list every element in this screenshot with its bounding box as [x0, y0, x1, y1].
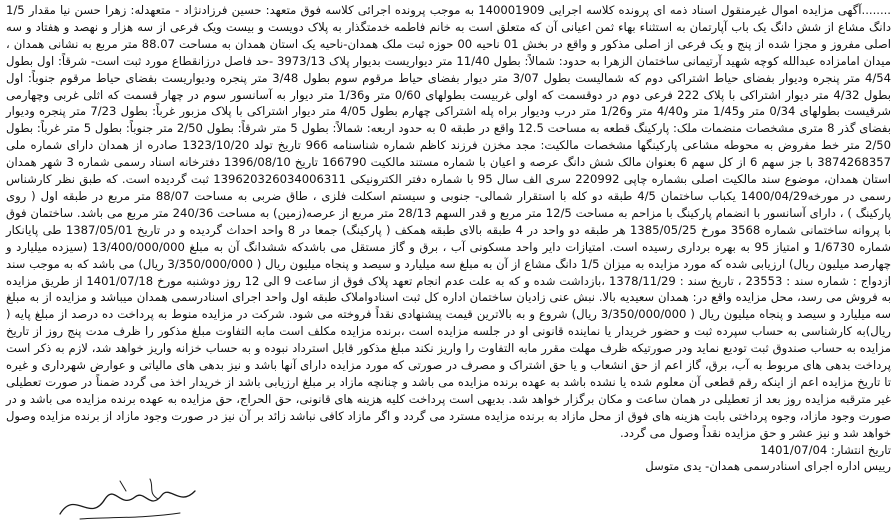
- notice-body: ........آگهی مزایده اموال غیرمنقول اسناد ذمه ای پرونده کلاسه اجرایی 140001909 به موجب پرونده اجرائی کلاسه فوق متعهد: حسین فرزادنژاد - متعهدله: زهرا حسن نیا مقدار 1/5 دانگ مشاع از شش دانگ یک باب آپارتمان به استثناء بهاء ثمن اعیانی آن که متعلق است به خانم فاطمه خدمتگذار به پلاک دویست و بیست ویک فرعی از سه هزار و نهصد و هفتاد و سه اصلی مفروز و مجزا شده از پنج و یک فرعی از اصلی مذکور و واقع در بخش 01 ناحیه 00 حوزه ثبت ملک همدان-ناحیه یک استان همدان به مساحت 88.07 متر مربع به نشانی همدان ، میدان امامزاده عبدالله کوچه شهید آرتیمانی ساختمان الزهرا به حدود: شمالاً: بطول 11/40 متر دیواریست بدیوار پلاک 3973/13 -حد فاصل درزانقطاع مورد ثبت است- شرقاً: اول بطول 4/54 متر پنجره ودیوار بفضای حیاط اشتراکی دوم که شمالیست بطول 3/07 متر دیوار بفضای حیاط مرقوم سوم بطول 3/48 متر پنجره ودیواریست بفضای حیاط مرقوم جنوباً: اول بطول 4/32 متر دیوار اشتراکی با پلاک 222 فرعی دوم در دوقسمت که اولی غربیست بطولهای 0/60 متر و1/36 متر دیوار به آسانسور سوم در چهار قسمت که اثلی غربی وچهارمی شرقیست بطولهای 0/34 متر و1/45 متر و4/40 متر و1/26 متر درب ودیوار براه پله اشتراکی چهارم بطول 4/05 متر دیوار اشتراکی با پلاک مزبور غرباً: بطول 7/23 متر پنجره ودیوار بفضای گذر 8 متری مشخصات منضمات ملک: پارکینگ قطعه به مساحت 12.5 واقع در طبقه 0 به حدود اربعه: شمالاً: بطول 5 متر شرقاً: بطول 2/50 متر جنوباً: بطول 5 متر غرباً: بطول 2/50 متر خط مفروض به محوطه مشاعی پارکینگها مشخصات مالکیت: مجد مخزن فرزند کاظم شماره شناسنامه 966 تاریخ تولد 1323/10/20 صادره از همدان دارای شماره ملی 3874268357 با جز سهم 6 از کل سهم 6 بعنوان مالک شش دانگ عرصه و اعیان با شماره مستند مالکیت 166790 تاریخ 1396/08/10 دفترخانه اسناد رسمی شماره 3 شهر همدان استان همدان، موضوع سند مالکیت اصلی بشماره چاپی 220992 سری الف سال 95 با شماره دفتر الکترونیکی 139620326034006311 ثبت گردیده است. که طبق نظر کارشناس رسمی در مورخه1400/04/29 یکباب ساختمان 4/5 طبقه دو کله با استقرار شمالی- جنوبی و سیستم اسکلت فلزی ، طاق ضربی به مساحت 88/07 متر مربع در طبقه اول ( روی پارکینگ ) ، دارای آسانسور با انضمام پارکینگ با مزاحم به مساحت 12/5 متر مربع و قدر السهم 28/13 متر مربع از عرصه(زمین) به مساحت 240/36 متر مربع می باشد. ساختمان فوق با پروانه ساختمانی شماره 3568 مورخ 1385/05/25 هر طبقه دو واحد در 4 طبقه بالای طبقه همکف ( پارکینگ) جمعا در 8 واحد احداث گردیده و در تاریخ 1387/05/01 طی پایانکار شماره 1/6730 و امتیاز 95 به بهره برداری رسیده است. امتیازات دایر واحد مسکونی آب ، برق و گاز مستقل می باشدکه ششدانگ آن به مبلغ 13/400/000/000 (سیزده میلیارد و چهارصد میلیون ریال) ارزیابی شده که مورد مزایده به میزان 1/5 دانگ مشاع از آن به مبلغ سه میلیارد و سیصد و پنجاه میلیون ریال ( 3/350/000/000 ریال) می باشد که به موجب سند ازدواج : شماره سند : 23553 ، تاریخ سند : 1378/11/29 ،بازداشت شده و که به علت عدم انجام تعهد پلاک فوق از ساعت 9 الی 12 روز دوشنبه مورخ 1401/07/18 از طریق مزایده به فروش می رسد، محل مزایده واقع در: همدان سعیدیه بالا. نبش عنی زادیان ساختمان اداره کل ثبت اسنادواملاک طبقه اول واحد اجرای اسنادرسمی همدان میباشد و مزایده از به مبلغ سه میلیارد و سیصد و پنجاه میلیون ریال ( 3/350/000/000 ریال) شروع و به بالاترین قیمت پیشنهادی نقداً فروخته می شود. شرکت در مزایده منوط به پرداخت ده درصد از مبلغ پایه ( ریال)به کارشناسی به حساب سپرده ثبت و حضور خریدار یا نماینده قانونی او در جلسه مزایده است ،برنده مزایده مکلف است مابه التفاوت مبلغ مذکور را ظرف مدت پنج روز از تاریخ مزایده به حساب صندوق ثبت تودیع نماید ودر صورتیکه ظرف مهلت مقرر مابه التفاوت را واریز نکند مبلغ مذکور قابل استرداد نبوده و به حساب خزانه واریز خواهد شد، لازم به ذکر است پرداخت بدهی های مربوط به آب، برق، گاز اعم از حق انشعاب و یا حق اشتراک و مصرف در صورتی که مورد مزایده دارای آنها باشد و نیز بدهی های مالیاتی و عوارض شهرداری و غیره تا تاریخ مزایده اعم از اینکه رقم قطعی آن معلوم شده یا نشده باشد به عهده برنده مزایده می باشد و چنانچه مازاد بر مبلغ ارزیابی باشد از خریدار اخذ می گردد ضمناً در صورت تعطیلی غیر مترقبه مزایده روز بعد از تعطیلی در همان ساعت و مکان برگزار خواهد شد. بدیهی است پرداخت کلیه هزینه های قانونی، حق الحراج، حق مزایده به عهده برنده مزایده می باشد و در صورت وجود مازاد، وجوه پرداختی بابت هزینه های فوق از محل مازاد به برنده مزایده مسترد می گردد و اگر مازاد کافی نباشد زائد بر آن نیز در صورت وجود مازاد از برنده مزایده وصول خواهد شد و نیز عشر و حق مزایده نقداً وصول می گردد.: [6, 3, 892, 440]
- office-signature-line: رییس اداره اجرای اسنادرسمی همدان- یدی متوسل: [645, 459, 891, 474]
- handwritten-signature: [50, 469, 210, 529]
- publish-date: تاریخ انتشار: 1401/07/04: [760, 442, 891, 457]
